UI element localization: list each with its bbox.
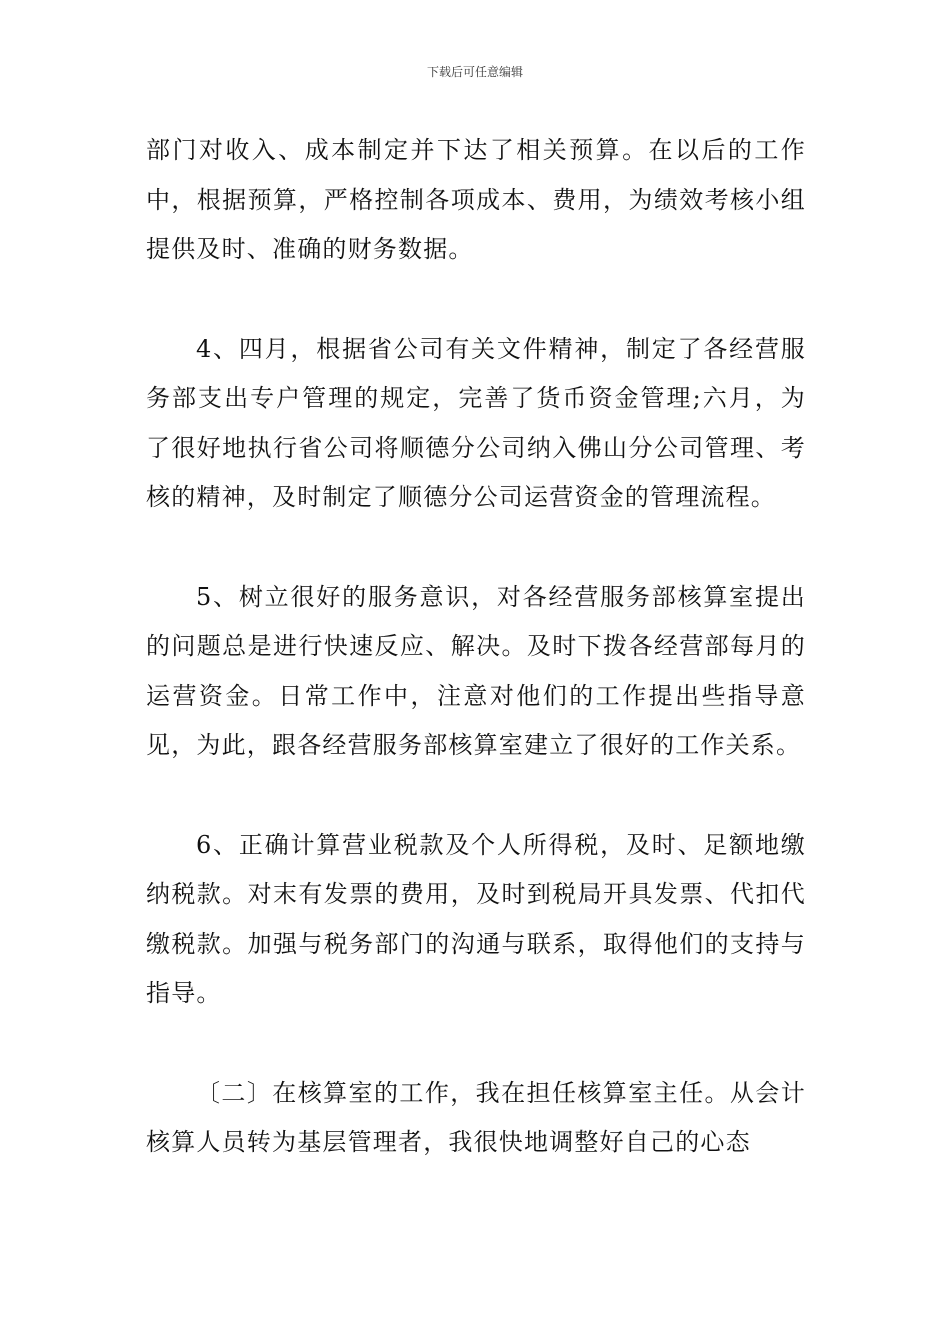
paragraph-gap: [146, 1019, 806, 1069]
document-body: [146, 126, 806, 1168]
page-header-note: 下载后可任意编辑: [426, 65, 523, 79]
paragraph-gap: [146, 275, 806, 325]
paragraph-section-2: 〔二〕在核算室的工作，我在担任核算室主任。从会计核算人员转为基层管理者，我很快地调整好自己的心态: [146, 1078, 806, 1156]
paragraph-budget-continued: 部门对收入、成本制定并下达了相关预算。在以后的工作中，根据预算，严格控制各项成本、费用，为绩效考核小组提供及时、准确的财务数据。: [146, 136, 806, 263]
paragraph-item-6: 6、正确计算营业税款及个人所得税，及时、足额地缴纳税款。对末有发票的费用，及时到税局开具发票、代扣代缴税款。加强与税务部门的沟通与联系，取得他们的支持与指导。: [146, 830, 806, 1007]
paragraph-item-5: 5、树立很好的服务意识，对各经营服务部核算室提出的问题总是进行快速反应、解决。及时下拨各经营部每月的运营资金。日常工作中，注意对他们的工作提出些指导意见，为此，跟各经营服务部核算室建立了很好的工作关系。: [146, 582, 806, 759]
paragraph-item-4: 4、四月，根据省公司有关文件精神，制定了各经营服务部支出专户管理的规定，完善了货币资金管理;六月，为了很好地执行省公司将顺德分公司纳入佛山分公司管理、考核的精神，及时制定了顺德分公司运营资金的管理流程。: [146, 334, 806, 511]
paragraph-gap: [146, 523, 806, 573]
paragraph-gap: [146, 771, 806, 821]
